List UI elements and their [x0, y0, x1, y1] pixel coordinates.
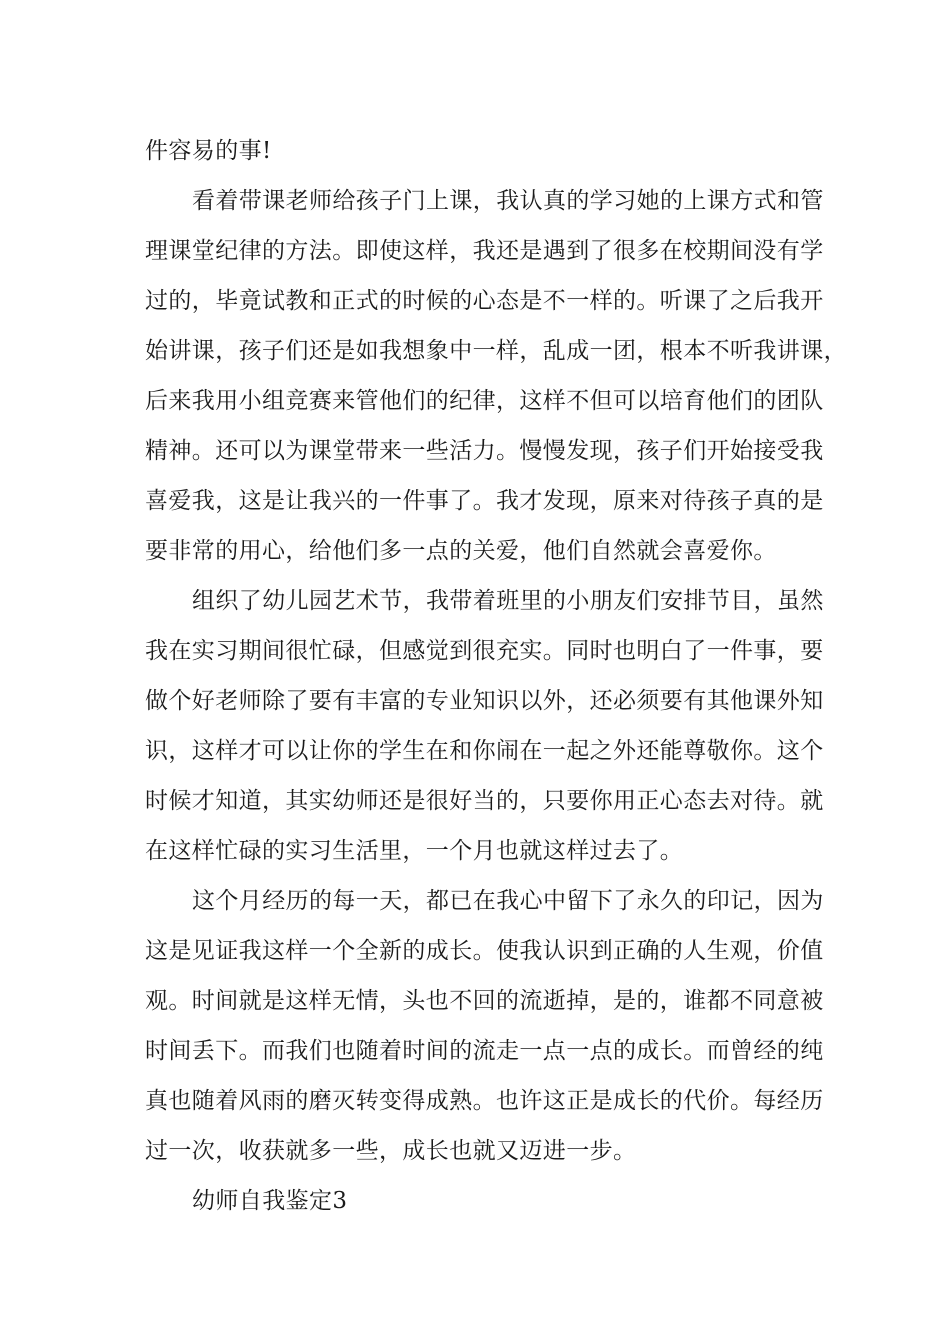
- text-line: 过的，毕竟试教和正式的时候的心态是不一样的。听课了之后我开: [145, 288, 824, 314]
- text-line: 在这样忙碌的实习生活里，一个月也就这样过去了。: [145, 838, 684, 864]
- text-line: 始讲课，孩子们还是如我想象中一样，乱成一团，根本不听我讲课，: [145, 338, 847, 364]
- text-line: 观。时间就是这样无情，头也不回的流逝掉，是的，谁都不同意被: [145, 988, 824, 1014]
- paragraph-start-line: 看着带课老师给孩子门上课，我认真的学习她的上课方式和管: [192, 188, 824, 214]
- text-line: 件容易的事!: [145, 138, 272, 164]
- text-line: 过一次，收获就多一些，成长也就又迈进一步。: [145, 1138, 637, 1164]
- text-line: 理课堂纪律的方法。即使这样，我还是遇到了很多在校期间没有学: [145, 238, 824, 264]
- text-line: 时间丢下。而我们也随着时间的流走一点一点的成长。而曾经的纯: [145, 1038, 824, 1064]
- section-heading: 幼师自我鉴定3: [192, 1188, 348, 1214]
- text-line: 真也随着风雨的磨灭转变得成熟。也许这正是成长的代价。每经历: [145, 1088, 824, 1114]
- text-line: 识，这样才可以让你的学生在和你闹在一起之外还能尊敬你。这个: [145, 738, 824, 764]
- text-line: 后来我用小组竞赛来管他们的纪律，这样不但可以培育他们的团队: [145, 388, 824, 414]
- text-line: 要非常的用心，给他们多一点的关爱，他们自然就会喜爱你。: [145, 538, 777, 564]
- text-line: 时候才知道，其实幼师还是很好当的，只要你用正心态去对待。就: [145, 788, 824, 814]
- paragraph-start-line: 组织了幼儿园艺术节，我带着班里的小朋友们安排节目，虽然: [192, 588, 824, 614]
- text-line: 精神。还可以为课堂带来一些活力。慢慢发现，孩子们开始接受我: [145, 438, 824, 464]
- paragraph-start-line: 这个月经历的每一天，都已在我心中留下了永久的印记，因为: [192, 888, 824, 914]
- text-line: 这是见证我这样一个全新的成长。使我认识到正确的人生观，价值: [145, 938, 824, 964]
- text-line: 做个好老师除了要有丰富的专业知识以外，还必须要有其他课外知: [145, 688, 824, 714]
- text-line: 喜爱我，这是让我兴的一件事了。我才发现，原来对待孩子真的是: [145, 488, 824, 514]
- text-line: 我在实习期间很忙碌，但感觉到很充实。同时也明白了一件事，要: [145, 638, 824, 664]
